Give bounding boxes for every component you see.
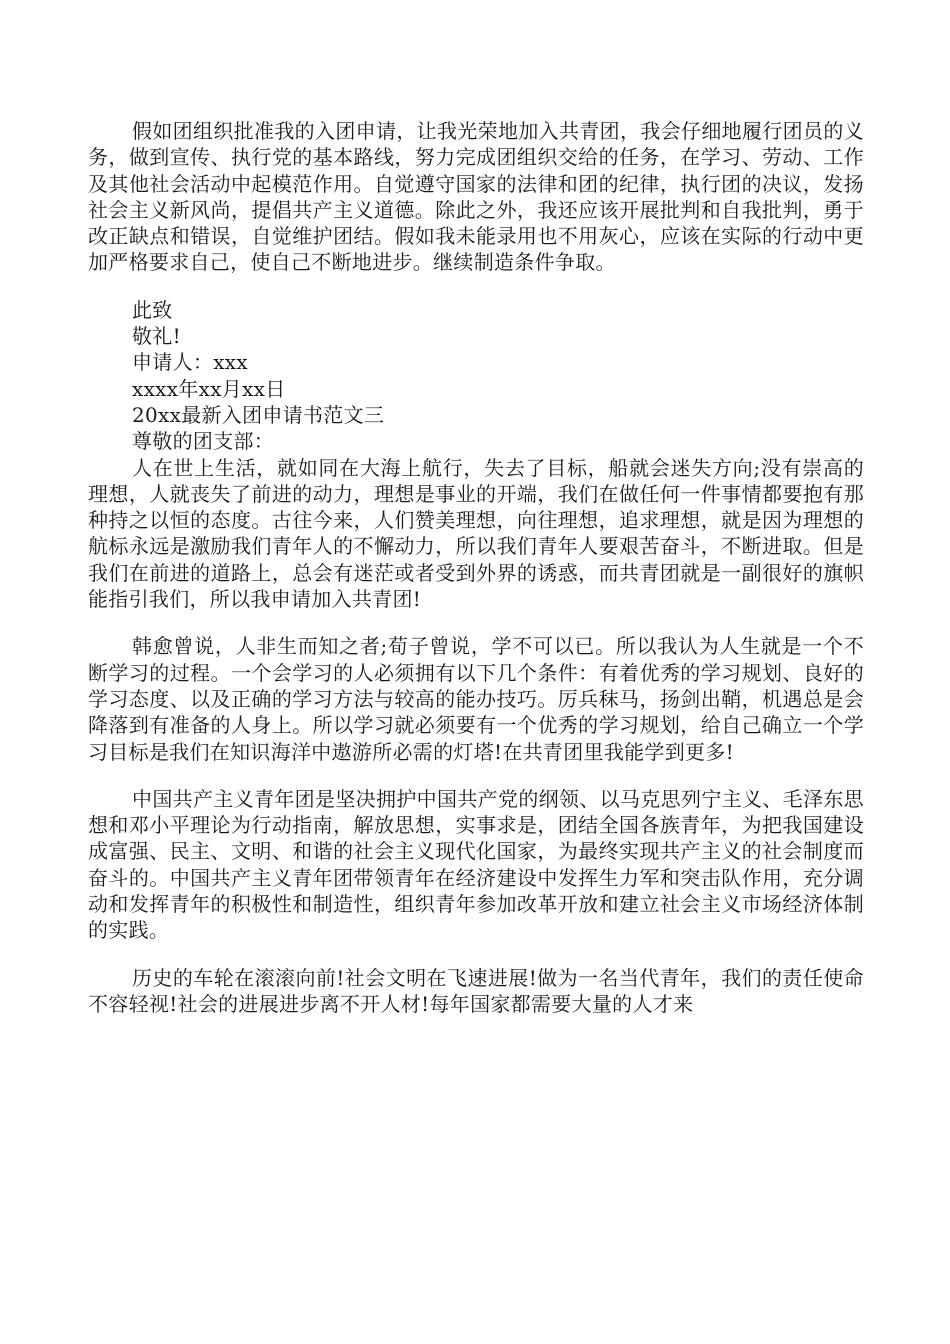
paragraph-history: 历史的车轮在滚滚向前!社会文明在飞速进展!做为一名当代青年，我们的责任使命不容轻视!社会的进展进步离不开人材!每年国家都需要大量的人才来 xyxy=(88,965,864,1016)
paragraph-pledge: 假如团组织批准我的入团申请，让我光荣地加入共青团，我会仔细地履行团员的义务，做到宣传、执行党的基本路线，努力完成团组织交给的任务，在学习、劳动、工作及其他社会活动中起模范作用。自觉遵守国家的法律和团的纪律，执行团的决议，发扬社会主义新风尚，提倡共产主义道德。除此之外，我还应该开展批判和自我批判，勇于改正缺点和错误，自觉维护团结。假如我未能录用也不用灰心，应该在实际的行动中更加严格要求自己，使自己不断地进步。继续制造条件争取。 xyxy=(88,119,864,275)
section-title: 20xx最新入团申请书范文三 xyxy=(132,402,385,427)
greeting-line: 尊敬的团支部： xyxy=(132,429,275,454)
paragraph-league: 中国共产主义青年团是坚决拥护中国共产党的纲领、以马克思列宁主义、毛泽东思想和邓小平理论为行动指南，解放思想，实事求是，团结全国各族青年，为把我国建设成富强、民主、文明、和谐的社会主义现代化国家，为最终实现共产主义的社会制度而奋斗的。中国共产主义青年团带领青年在经济建设中发挥生力军和突击队作用，充分调动和发挥青年的积极性和制造性，组织青年参加改革开放和建立社会主义市场经济体制的实践。 xyxy=(88,786,864,943)
salutation-cizhi: 此致 xyxy=(132,297,173,322)
salutation-jingli: 敬礼! xyxy=(132,324,181,349)
date-line: xxxx年xx月xx日 xyxy=(132,376,286,401)
applicant-line: 申请人：xxx xyxy=(132,350,248,375)
document-page xyxy=(88,118,864,1017)
paragraph-ideals: 人在世上生活，就如同在大海上航行，失去了目标，船就会迷失方向;没有崇高的理想，人就丧失了前进的动力，理想是事业的开端，我们在做任何一件事情都要抱有那种持之以恒的态度。古往今来，人们赞美理想，向往理想，追求理想，就是因为理想的航标永远是激励我们青年人的不懈动力，所以我们青年人要艰苦奋斗，不断进取。但是我们在前进的道路上，总会有迷茫或者受到外界的诱惑，而共青团就是一副很好的旗帜能指引我们，所以我申请加入共青团! xyxy=(88,455,864,612)
paragraph-learning: 韩愈曾说，人非生而知之者;荀子曾说，学不可以已。所以我认为人生就是一个不断学习的过程。一个会学习的人必须拥有以下几个条件：有着优秀的学习规划、良好的学习态度、以及正确的学习方法与较高的能办技巧。厉兵秣马，扬剑出鞘，机遇总是会降落到有准备的人身上。所以学习就必须要有一个优秀的学习规划，给自己确立一个学习目标是我们在知识海洋中遨游所必需的灯塔!在共青团里我能学到更多! xyxy=(88,634,864,764)
